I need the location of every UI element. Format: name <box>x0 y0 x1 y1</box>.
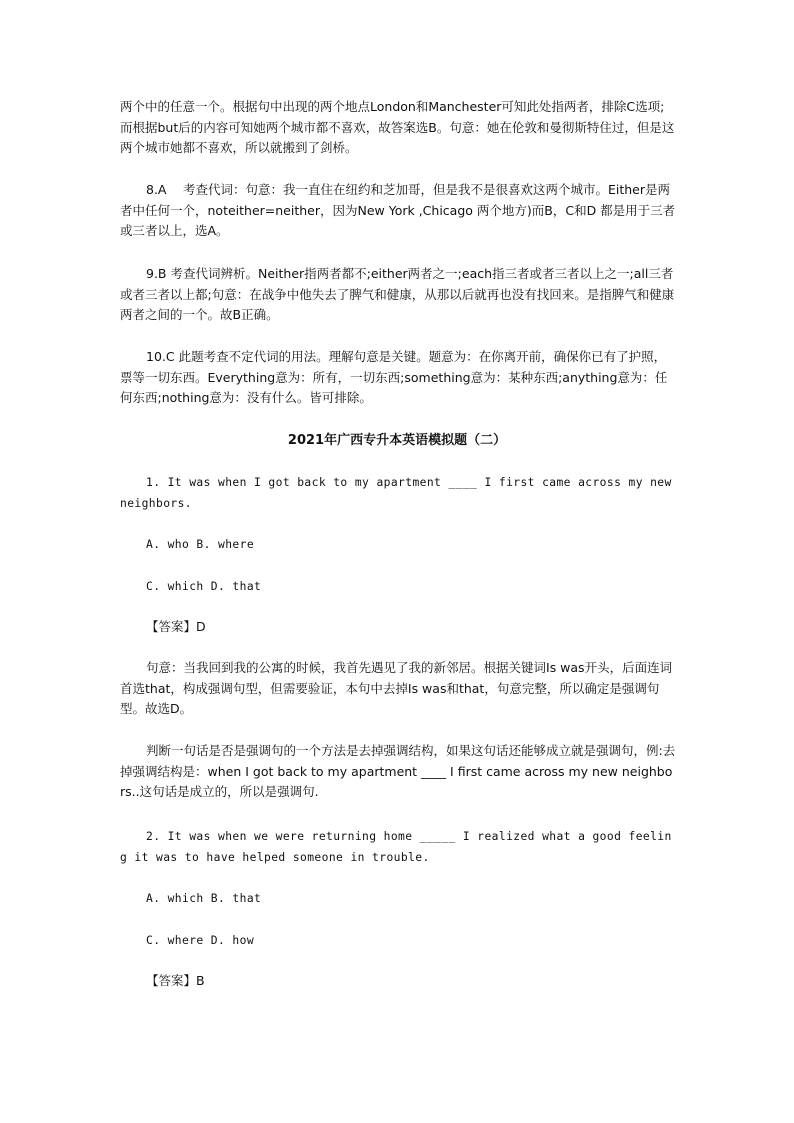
question-1-options-cd: C. which D. that <box>146 580 262 593</box>
paragraph-explanation-8: 8.A 考查代词：句意：我一直住在纽约和芝加哥，但是我不是很喜欢这两个城市。Either是两者中任何一个，noteither=neither，因为New York ,Chicago 两个地方)而B，C和D 都是用于三者或三者以上，选A。 <box>120 182 676 238</box>
question-1-explanation: 句意：当我回到我的公寓的时候，我首先遇见了我的新邻居。根据关键词Is was开头，后面连词首选that，构成强调句型，但需要验证，本句中去掉Is was和that，句意完整，所以确定是强调句型。故选D。 <box>120 660 673 716</box>
question-1-answer: 【答案】D <box>146 619 206 634</box>
question-2-stem: 2. It was when we were returning home _____ I realized what a good feeling it was to have helped someone in trouble. <box>120 830 672 864</box>
question-1-stem: 1. It was when I got back to my apartment ____ I first came across my new neighbors. <box>120 476 672 510</box>
paragraph-explanation-9: 9.B 考查代词辨析。Neither指两者都不;either两者之一;each指三者或者三者以上之一;all三者或者三者以上都;句意：在战争中他失去了脾气和健康，从那以后就再也没有找回来。是指脾气和健康两者之间的一个。故B正确。 <box>120 266 675 322</box>
question-2-options-cd: C. where D. how <box>146 934 255 947</box>
question-1-note: 判断一句话是否是强调句的一个方法是去掉强调结构，如果这句话还能够成立就是强调句，例:去掉强调结构是：when I got back to my apartment ____ I first came across my new neighbors..这句话是成立的，所以是强调句. <box>120 743 676 799</box>
section-title: 2021年广西专升本英语模拟题（二） <box>287 433 507 448</box>
paragraph-explanation-7-cont: 两个中的任意一个。根据句中出现的两个地点London和Manchester可知此处指两者，排除C选项;而根据but后的内容可知她两个城市都不喜欢，故答案选B。句意：她在伦敦和曼彻斯特住过，但是这两个城市她都不喜欢，所以就搬到了剑桥。 <box>120 99 675 155</box>
paragraph-explanation-10: 10.C 此题考查不定代词的用法。理解句意是关键。题意为：在你离开前，确保你已有了护照，票等一切东西。Everything意为：所有，一切东西;something意为：某种东西;anything意为：任何东西;nothing意为：没有什么。皆可排除。 <box>120 349 668 405</box>
question-2-options-ab: A. which B. that <box>146 892 262 905</box>
question-1-options-ab: A. who B. where <box>146 538 255 551</box>
question-2-answer: 【答案】B <box>146 973 205 988</box>
